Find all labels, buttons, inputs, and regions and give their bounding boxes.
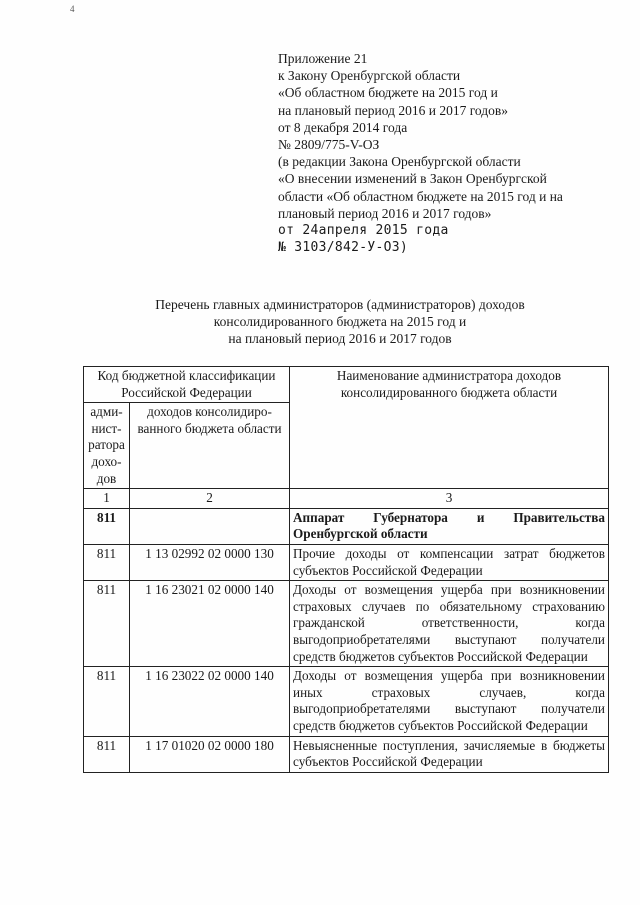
- amendment-number-stamp: № 3103/842-У-ОЗ): [278, 240, 409, 256]
- admin-code-cell: 811: [84, 581, 130, 667]
- table-row: [84, 667, 609, 736]
- appendix-line: Приложение 21: [278, 51, 368, 66]
- table-row: [84, 736, 609, 772]
- appendix-line: к Закону Оренбургской области: [278, 68, 461, 84]
- appendix-line: «О внесении изменений в Закон Оренбургской: [278, 171, 547, 187]
- header-administrator-name: Наименование администратора доходов консолидированного бюджета области: [290, 367, 609, 489]
- income-code-cell: 1 13 02992 02 0000 130: [130, 544, 290, 580]
- amendment-date-stamp: от 24апреля 2015 года: [278, 223, 449, 239]
- income-name-cell: Невыясненные поступления, зачисляемые в бюджеты субъектов Российской Федерации: [290, 736, 609, 772]
- appendix-line: от 8 декабря 2014 года: [278, 119, 408, 135]
- income-code-cell: 1 16 23022 02 0000 140: [130, 667, 290, 736]
- income-code-cell: [130, 508, 290, 544]
- income-code-cell: 1 17 01020 02 0000 180: [130, 736, 290, 772]
- appendix-line: на плановый период 2016 и 2017 годов»: [278, 102, 509, 118]
- header-income-code: доходов консолидиро-ванного бюджета области: [130, 403, 290, 489]
- appendix-line: (в редакции Закона Оренбургской области: [278, 154, 521, 170]
- income-code-cell: 1 16 23021 02 0000 140: [130, 581, 290, 667]
- column-number: 2: [130, 489, 290, 509]
- appendix-line: области «Об областном бюджете на 2015 год и на: [278, 188, 563, 204]
- appendix-line: плановый период 2016 и 2017 годов»: [278, 205, 492, 221]
- corner-mark: 4: [70, 4, 75, 14]
- admin-code-cell: 811: [84, 667, 130, 736]
- column-number: 3: [290, 489, 609, 509]
- income-name-cell: Прочие доходы от компенсации затрат бюджетов субъектов Российской Федерации: [290, 544, 609, 580]
- table-row: [84, 508, 609, 544]
- appendix-line: «Об областном бюджете на 2015 год и: [278, 85, 498, 101]
- table-row: [84, 581, 609, 667]
- column-numbers-row: [84, 489, 609, 509]
- table-row: [84, 544, 609, 580]
- admin-code-cell: 811: [84, 544, 130, 580]
- income-name-cell: Доходы от возмещения ущерба при возникновении страховых случаев по обязательному страхованию гражданской ответственности, когда выгодоприобретателями выступают получатели средств бюджетов субъектов Российской Федерации: [290, 581, 609, 667]
- column-number: 1: [84, 489, 130, 509]
- appendix-header: [278, 50, 618, 256]
- administrator-name-cell: Аппарат Губернатора и Правительства Оренбургской области: [290, 508, 609, 544]
- title-line: на плановый период 2016 и 2017 годов: [228, 331, 452, 346]
- admin-code-cell: 811: [84, 508, 130, 544]
- header-admin-code: адми-нист-ратора дохо-дов: [84, 403, 130, 489]
- title-line: консолидированного бюджета на 2015 год и: [213, 314, 467, 329]
- appendix-line: № 2809/775-V-ОЗ: [278, 137, 380, 153]
- administrators-table: [83, 366, 609, 773]
- title-line: Перечень главных администраторов (администраторов) доходов: [155, 297, 525, 312]
- header-budget-code: Код бюджетной классификации Российской Федерации: [84, 367, 290, 403]
- document-title: [120, 296, 560, 347]
- income-name-cell: Доходы от возмещения ущерба при возникновении иных страховых случаев, когда выгодоприобретателями выступают получатели средств бюджетов субъектов Российской Федерации: [290, 667, 609, 736]
- admin-code-cell: 811: [84, 736, 130, 772]
